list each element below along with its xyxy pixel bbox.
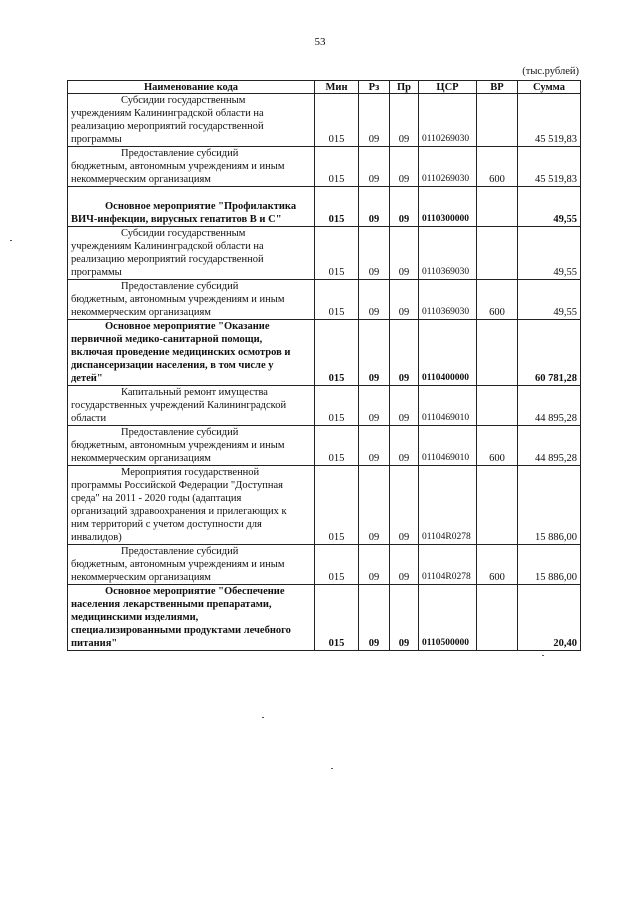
table-row [68,545,581,585]
table-row [68,466,581,545]
table-row [68,585,581,651]
cell-pr: 09 [390,386,419,426]
cell-vr [477,187,518,227]
cell-sum: 20,40 [518,585,581,651]
cell-vr [477,320,518,386]
name-line: медицинскими изделиями, [71,612,199,623]
cell-min: 015 [315,280,359,320]
cell-vr [477,386,518,426]
header-min: Мин [315,81,359,94]
cell-name [68,585,315,651]
cell-csr: 0110369030 [419,227,477,280]
name-line: ВИЧ-инфекции, вирусных гепатитов В и С" [71,214,282,225]
cell-pr: 09 [390,280,419,320]
cell-sum: 44 895,28 [518,386,581,426]
cell-pr: 09 [390,320,419,386]
cell-sum: 49,55 [518,187,581,227]
name-line: Предоставление субсидий [121,427,239,438]
cell-vr [477,585,518,651]
cell-vr [477,466,518,545]
header-csr: ЦСР [419,81,477,94]
name-line: среда" на 2011 - 2020 годы (адаптация [71,493,242,504]
cell-csr: 0110269030 [419,94,477,147]
cell-csr: 0110469010 [419,426,477,466]
cell-rz: 09 [359,320,390,386]
name-line: учреждениям Калининградской области на [71,108,264,119]
name-line: некоммерческим организациям [71,307,211,318]
cell-csr: 01104R0278 [419,545,477,585]
name-line: Предоставление субсидий [121,546,239,557]
cell-min: 015 [315,94,359,147]
name-line: Основное мероприятие "Оказание [105,321,270,332]
name-line: области [71,413,107,424]
cell-min: 015 [315,386,359,426]
scan-speck [262,717,264,718]
name-line: государственных учреждений Калининградской [71,400,287,411]
header-vr: ВР [477,81,518,94]
cell-name [68,187,315,227]
name-line: реализацию мероприятий государственной [71,121,264,132]
cell-name [68,466,315,545]
name-line: бюджетным, автономным учреждениям и иным [71,161,285,172]
cell-sum: 15 886,00 [518,466,581,545]
name-line: инвалидов) [71,532,122,543]
cell-min: 015 [315,426,359,466]
cell-vr: 600 [477,545,518,585]
cell-name [68,426,315,466]
cell-rz: 09 [359,386,390,426]
cell-name [68,320,315,386]
cell-csr: 01104R0278 [419,466,477,545]
name-line: населения лекарственными препаратами, [71,599,272,610]
table-row [68,227,581,280]
name-line: некоммерческим организациям [71,453,211,464]
cell-sum: 60 781,28 [518,320,581,386]
name-line: Субсидии государственным [121,228,246,239]
name-line: организаций здравоохранения и прилегающих к [71,506,287,517]
name-line: Предоставление субсидий [121,148,239,159]
cell-vr [477,227,518,280]
header-rz: Рз [359,81,390,94]
cell-sum: 45 519,83 [518,94,581,147]
scan-speck [542,655,544,656]
cell-sum: 15 886,00 [518,545,581,585]
cell-rz: 09 [359,147,390,187]
cell-sum: 44 895,28 [518,426,581,466]
cell-csr: 0110400000 [419,320,477,386]
cell-rz: 09 [359,94,390,147]
cell-sum: 49,55 [518,280,581,320]
header-sum: Сумма [518,81,581,94]
name-line: ним территорий с учетом доступности для [71,519,262,530]
name-line: Основное мероприятие "Обеспечение [105,586,285,597]
cell-csr: 0110300000 [419,187,477,227]
table-row [68,147,581,187]
cell-rz: 09 [359,585,390,651]
cell-pr: 09 [390,94,419,147]
cell-rz: 09 [359,187,390,227]
cell-rz: 09 [359,227,390,280]
cell-pr: 09 [390,227,419,280]
name-line: бюджетным, автономным учреждениям и иным [71,559,285,570]
table-body [68,94,581,651]
cell-vr: 600 [477,280,518,320]
cell-vr [477,94,518,147]
cell-vr: 600 [477,426,518,466]
cell-csr: 0110369030 [419,280,477,320]
name-line: Мероприятия государственной [121,467,260,478]
header-pr: Пр [390,81,419,94]
units-note: (тыс.рублей) [522,66,579,77]
name-line: некоммерческим организациям [71,174,211,185]
name-line: бюджетным, автономным учреждениям и иным [71,294,285,305]
name-line: учреждениям Калининградской области на [71,241,264,252]
table-row [68,320,581,386]
table-header-row [68,81,581,94]
cell-csr: 0110269030 [419,147,477,187]
name-line: первичной медико-санитарной помощи, [71,334,263,345]
page-number: 53 [314,36,326,48]
cell-name [68,227,315,280]
name-line: Капитальный ремонт имущества [121,387,268,398]
cell-name [68,280,315,320]
cell-min: 015 [315,466,359,545]
table-row [68,426,581,466]
name-line: питания" [71,638,118,649]
name-line: включая проведение медицинских осмотров и [71,347,291,358]
cell-csr: 0110469010 [419,386,477,426]
cell-vr: 600 [477,147,518,187]
cell-min: 015 [315,545,359,585]
cell-min: 015 [315,187,359,227]
cell-min: 015 [315,585,359,651]
name-line: программы Российской Федерации "Доступная [71,480,283,491]
cell-name [68,94,315,147]
name-line: диспансеризации населения, в том числе у [71,360,274,371]
table-row [68,94,581,147]
name-line: программы [71,134,122,145]
table-row [68,280,581,320]
name-line: некоммерческим организациям [71,572,211,583]
cell-pr: 09 [390,426,419,466]
cell-rz: 09 [359,426,390,466]
name-line: реализацию мероприятий государственной [71,254,264,265]
name-line: Основное мероприятие "Профилактика [105,201,297,212]
cell-name [68,386,315,426]
cell-csr: 0110500000 [419,585,477,651]
name-line: Предоставление субсидий [121,281,239,292]
scan-speck [331,768,333,769]
cell-min: 015 [315,147,359,187]
cell-pr: 09 [390,187,419,227]
scan-speck [10,240,12,241]
cell-name [68,147,315,187]
cell-rz: 09 [359,545,390,585]
cell-pr: 09 [390,585,419,651]
cell-pr: 09 [390,147,419,187]
budget-table [67,80,581,651]
cell-sum: 49,55 [518,227,581,280]
name-line: Субсидии государственным [121,95,246,106]
table-row [68,386,581,426]
cell-name [68,545,315,585]
header-name: Наименование кода [68,81,315,94]
name-line: бюджетным, автономным учреждениям и иным [71,440,285,451]
name-line: специализированными продуктами лечебного [71,625,291,636]
cell-pr: 09 [390,466,419,545]
name-line: программы [71,267,122,278]
cell-min: 015 [315,227,359,280]
cell-min: 015 [315,320,359,386]
table-row [68,187,581,227]
cell-sum: 45 519,83 [518,147,581,187]
cell-pr: 09 [390,545,419,585]
name-line: детей" [71,373,103,384]
cell-rz: 09 [359,466,390,545]
cell-rz: 09 [359,280,390,320]
